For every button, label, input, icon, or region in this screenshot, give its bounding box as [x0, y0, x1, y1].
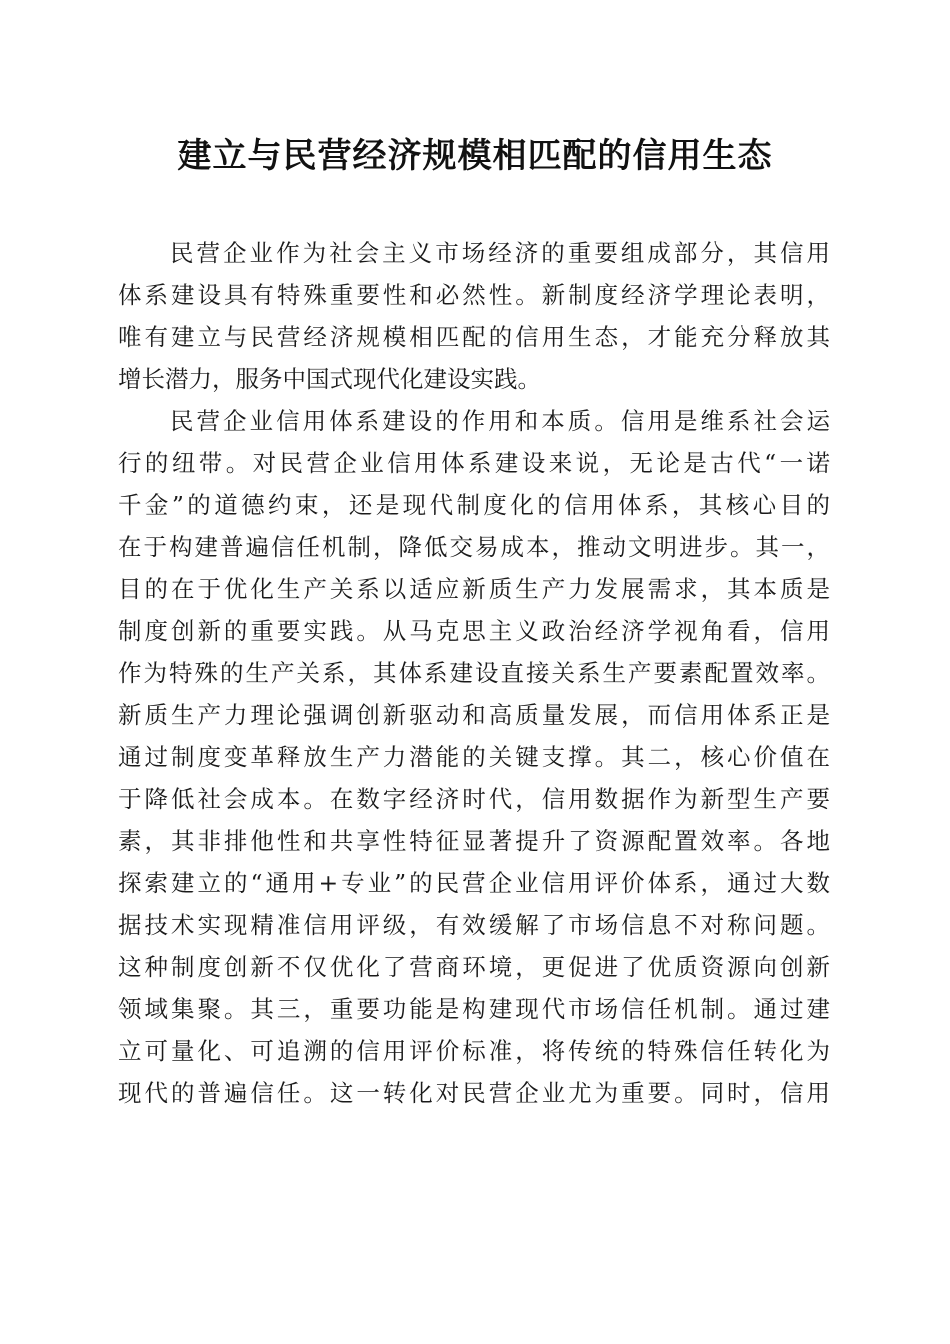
document-title: 建立与民营经济规模相匹配的信用生态 [177, 136, 773, 176]
paragraph-line: 民营企业作为社会主义市场经济的重要组成部分，其信用 [170, 239, 830, 267]
paragraph-line: 唯有建立与民营经济规模相匹配的信用生态，才能充分释放其 [118, 323, 830, 351]
paragraph-line: 这种制度创新不仅优化了营商环境，更促进了优质资源向创新 [118, 953, 830, 981]
paragraph-2 [118, 400, 830, 1114]
paragraph-line: 千金”的道德约束，还是现代制度化的信用体系，其核心目的 [118, 491, 830, 519]
paragraph-line: 在于构建普遍信任机制，降低交易成本，推动文明进步。其一， [118, 533, 830, 561]
paragraph-line: 增长潜力，服务中国式现代化建设实践。 [118, 365, 541, 393]
paragraph-line: 通过制度变革释放生产力潜能的关键支撑。其二，核心价值在 [118, 743, 830, 771]
paragraph-line: 制度创新的重要实践。从马克思主义政治经济学视角看，信用 [118, 617, 830, 645]
paragraph-line: 民营企业信用体系建设的作用和本质。信用是维系社会运 [170, 407, 830, 435]
paragraph-line: 领域集聚。其三，重要功能是构建现代市场信任机制。通过建 [118, 995, 830, 1023]
paragraph-line: 于降低社会成本。在数字经济时代，信用数据作为新型生产要 [118, 785, 830, 813]
paragraph-line: 现代的普遍信任。这一转化对民营企业尤为重要。同时，信用 [118, 1079, 830, 1107]
paragraph-line: 体系建设具有特殊重要性和必然性。新制度经济学理论表明， [118, 281, 830, 309]
paragraph-line: 素，其非排他性和共享性特征显著提升了资源配置效率。各地 [118, 827, 830, 855]
paragraph-line: 立可量化、可追溯的信用评价标准，将传统的特殊信任转化为 [118, 1037, 830, 1065]
paragraph-line: 行的纽带。对民营企业信用体系建设来说，无论是古代“一诺 [118, 449, 830, 477]
paragraph-line: 探索建立的“通用+专业”的民营企业信用评价体系，通过大数 [118, 869, 830, 897]
paragraph-line: 目的在于优化生产关系以适应新质生产力发展需求，其本质是 [118, 575, 830, 603]
paragraph-line: 新质生产力理论强调创新驱动和高质量发展，而信用体系正是 [118, 701, 830, 729]
paragraph-1 [118, 232, 830, 400]
paragraph-line: 据技术实现精准信用评级，有效缓解了市场信息不对称问题。 [118, 911, 830, 939]
paragraph-line: 作为特殊的生产关系，其体系建设直接关系生产要素配置效率。 [118, 659, 830, 687]
document-body [118, 232, 830, 1114]
